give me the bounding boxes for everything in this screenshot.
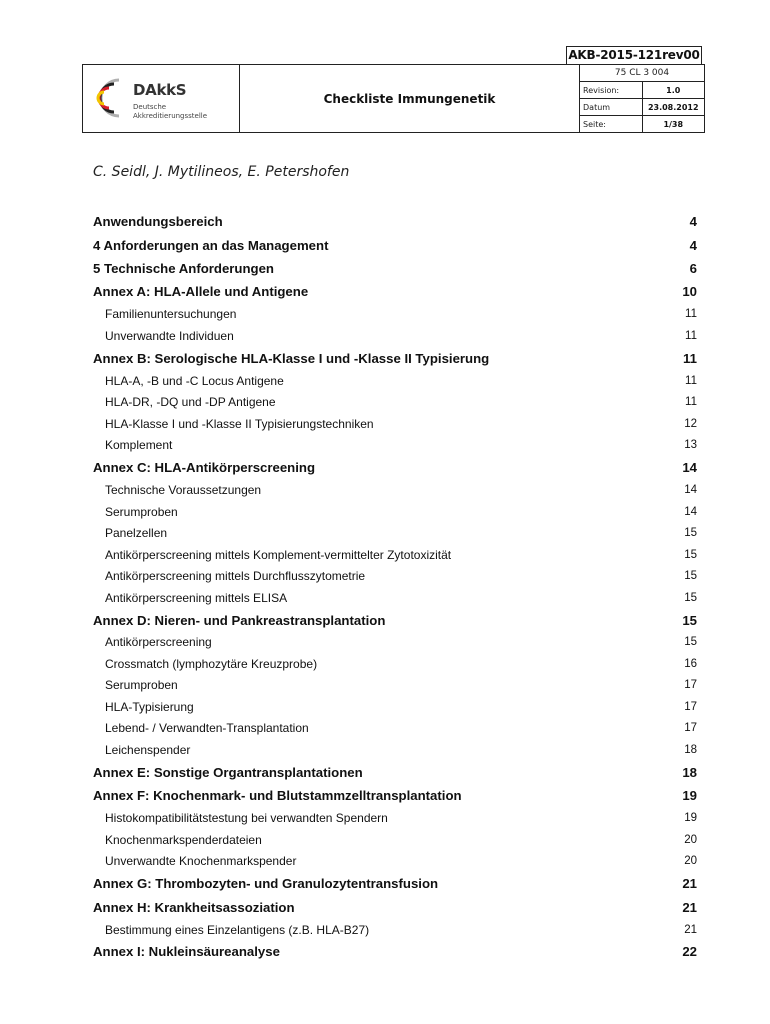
toc-entry-page: 19 (684, 812, 697, 825)
dakks-logo (83, 67, 239, 131)
meta-key-revision: Revision: (580, 82, 642, 99)
toc-entry-label: Annex E: Sonstige Organtransplantationen (93, 764, 363, 780)
toc-section[interactable] (93, 233, 697, 256)
toc-entry-label: Annex D: Nieren- und Pankreastransplantation (93, 612, 386, 628)
toc-entry-page: 22 (682, 944, 697, 960)
toc-subsection[interactable] (93, 434, 697, 456)
toc-entry-label: Serumproben (105, 504, 178, 519)
toc-entry-page: 17 (684, 679, 697, 692)
toc-entry-page: 18 (682, 764, 697, 780)
toc-entry-page: 19 (682, 788, 697, 804)
toc-entry-page: 15 (684, 591, 697, 604)
toc-section[interactable] (93, 608, 697, 631)
toc-section[interactable] (93, 280, 697, 303)
toc-entry-page: 21 (684, 923, 697, 936)
toc-entry-label: Unverwandte Knochenmarkspender (105, 854, 297, 869)
toc-section[interactable] (93, 784, 697, 807)
toc-subsection[interactable] (93, 391, 697, 413)
toc-entry-page: 14 (684, 484, 697, 497)
toc-entry-page: 20 (684, 855, 697, 868)
toc-entry-label: Histokompatibilitätstestung bei verwandten Spendern (105, 811, 388, 826)
toc-subsection[interactable] (93, 370, 697, 392)
meta-value-page: 1/38 (663, 119, 684, 129)
toc-section[interactable] (93, 761, 697, 784)
toc-section[interactable] (93, 456, 697, 479)
toc-entry-page: 15 (684, 636, 697, 649)
toc-entry-label: Lebend- / Verwandten-Transplantation (105, 721, 309, 736)
toc-entry-label: Antikörperscreening (105, 635, 212, 650)
document-id: AKB-2015-121rev00 (566, 46, 702, 64)
meta-value-revision: 1.0 (642, 82, 704, 99)
toc-subsection[interactable] (93, 522, 697, 544)
toc-subsection[interactable] (93, 544, 697, 566)
toc-entry-label: Anwendungsbereich (93, 214, 223, 230)
document-meta (580, 65, 705, 133)
toc-entry-page: 16 (684, 657, 697, 670)
logo-cell (83, 65, 240, 133)
toc-entry-label: HLA-Klasse I und -Klasse II Typisierungstechniken (105, 416, 374, 431)
toc-entry-page: 6 (689, 260, 697, 276)
toc-entry-page: 11 (685, 396, 697, 409)
toc-entry-page: 21 (682, 899, 697, 915)
toc-subsection[interactable] (93, 304, 697, 326)
toc-entry-page: 14 (684, 505, 697, 518)
toc-entry-page: 17 (684, 722, 697, 735)
logo-subtitle-2: Akkreditierungsstelle (133, 111, 208, 120)
toc-entry-label: Annex G: Thrombozyten- und Granulozytentransfusion (93, 876, 439, 892)
toc-subsection[interactable] (93, 808, 697, 830)
toc-entry-page: 4 (689, 237, 697, 253)
toc-entry-label: HLA-DR, -DQ und -DP Antigene (105, 395, 276, 410)
dakks-logo-icon (89, 74, 133, 122)
toc-subsection[interactable] (93, 675, 697, 697)
toc-subsection[interactable] (93, 718, 697, 740)
toc-entry-page: 15 (682, 612, 697, 628)
toc-entry-label: 4 Anforderungen an das Management (93, 237, 329, 253)
toc-entry-page: 15 (684, 570, 697, 583)
toc-entry-label: Knochenmarkspenderdateien (105, 832, 262, 847)
toc-subsection[interactable] (93, 565, 697, 587)
toc-entry-label: HLA-Typisierung (105, 699, 194, 714)
toc-entry-label: Unverwandte Individuen (105, 328, 234, 343)
toc-subsection[interactable] (93, 653, 697, 675)
toc-entry-label: Annex I: Nukleinsäureanalyse (93, 944, 280, 960)
toc-subsection[interactable] (93, 501, 697, 523)
toc-entry-label: 5 Technische Anforderungen (93, 260, 274, 276)
toc-entry-page: 11 (685, 374, 697, 387)
toc-entry-label: Familienuntersuchungen (105, 307, 237, 322)
toc-entry-label: Antikörperscreening mittels Komplement-vermittelter Zytotoxizität (105, 547, 452, 562)
toc-entry-label: Bestimmung eines Einzelantigens (z.B. HLA-B27) (105, 922, 370, 937)
toc-section[interactable] (93, 940, 697, 963)
toc-entry-label: Antikörperscreening mittels Durchflusszytometrie (105, 569, 366, 584)
toc-entry-page: 15 (684, 548, 697, 561)
meta-key-date: Datum (580, 99, 642, 116)
toc-subsection[interactable] (93, 739, 697, 761)
toc-entry-label: Crossmatch (lymphozytäre Kreuzprobe) (105, 656, 318, 671)
toc-section[interactable] (93, 872, 697, 895)
toc-entry-page: 17 (684, 700, 697, 713)
toc-entry-page: 4 (689, 214, 697, 230)
logo-subtitle-1: Deutsche (133, 102, 167, 111)
toc-entry-label: Panelzellen (105, 526, 168, 541)
document-title: Checkliste Immungenetik (240, 65, 580, 133)
document-header (82, 64, 705, 133)
toc-entry-label: Annex H: Krankheitsassoziation (93, 899, 295, 915)
toc-subsection[interactable] (93, 479, 697, 501)
toc-entry-page: 11 (685, 329, 697, 342)
toc-subsection[interactable] (93, 413, 697, 435)
meta-value-date: 23.08.2012 (642, 99, 704, 116)
authors: C. Seidl, J. Mytilineos, E. Petershofen (93, 164, 350, 180)
toc-entry-label: Annex B: Serologische HLA-Klasse I und -Klasse II Typisierung (93, 350, 490, 366)
toc-subsection[interactable] (93, 919, 697, 941)
toc-entry-page: 15 (684, 527, 697, 540)
toc-section[interactable] (93, 210, 697, 233)
toc-entry-page: 11 (683, 350, 697, 366)
toc-subsection[interactable] (93, 325, 697, 347)
toc-entry-label: Technische Voraussetzungen (105, 483, 262, 498)
toc-entry-page: 18 (684, 743, 697, 756)
document-code: 75 CL 3 004 (580, 65, 704, 82)
toc-entry-label: Komplement (105, 438, 173, 453)
logo-brand: DAkkS (133, 80, 187, 99)
toc-subsection[interactable] (93, 829, 697, 851)
table-of-contents (93, 210, 697, 964)
toc-entry-label: HLA-A, -B und -C Locus Antigene (105, 373, 284, 388)
toc-section[interactable] (93, 347, 697, 370)
toc-entry-page: 12 (684, 417, 697, 430)
toc-entry-label: Leichenspender (105, 742, 191, 757)
toc-subsection[interactable] (93, 696, 697, 718)
toc-subsection[interactable] (93, 632, 697, 654)
toc-entry-page: 21 (682, 876, 697, 892)
toc-entry-page: 20 (684, 833, 697, 846)
toc-entry-page: 11 (685, 308, 697, 321)
toc-entry-label: Annex C: HLA-Antikörperscreening (93, 460, 316, 476)
toc-entry-label: Annex F: Knochenmark- und Blutstammzelltransplantation (93, 788, 462, 804)
toc-entry-page: 13 (684, 439, 697, 452)
toc-entry-label: Antikörperscreening mittels ELISA (105, 590, 288, 605)
meta-key-page: Seite: (580, 116, 642, 133)
toc-section[interactable] (93, 895, 697, 918)
toc-section[interactable] (93, 257, 697, 280)
toc-entry-page: 10 (682, 284, 697, 300)
toc-entry-label: Serumproben (105, 678, 178, 693)
toc-entry-label: Annex A: HLA-Allele und Antigene (93, 284, 309, 300)
toc-subsection[interactable] (93, 587, 697, 609)
toc-entry-page: 14 (682, 460, 697, 476)
toc-subsection[interactable] (93, 851, 697, 873)
